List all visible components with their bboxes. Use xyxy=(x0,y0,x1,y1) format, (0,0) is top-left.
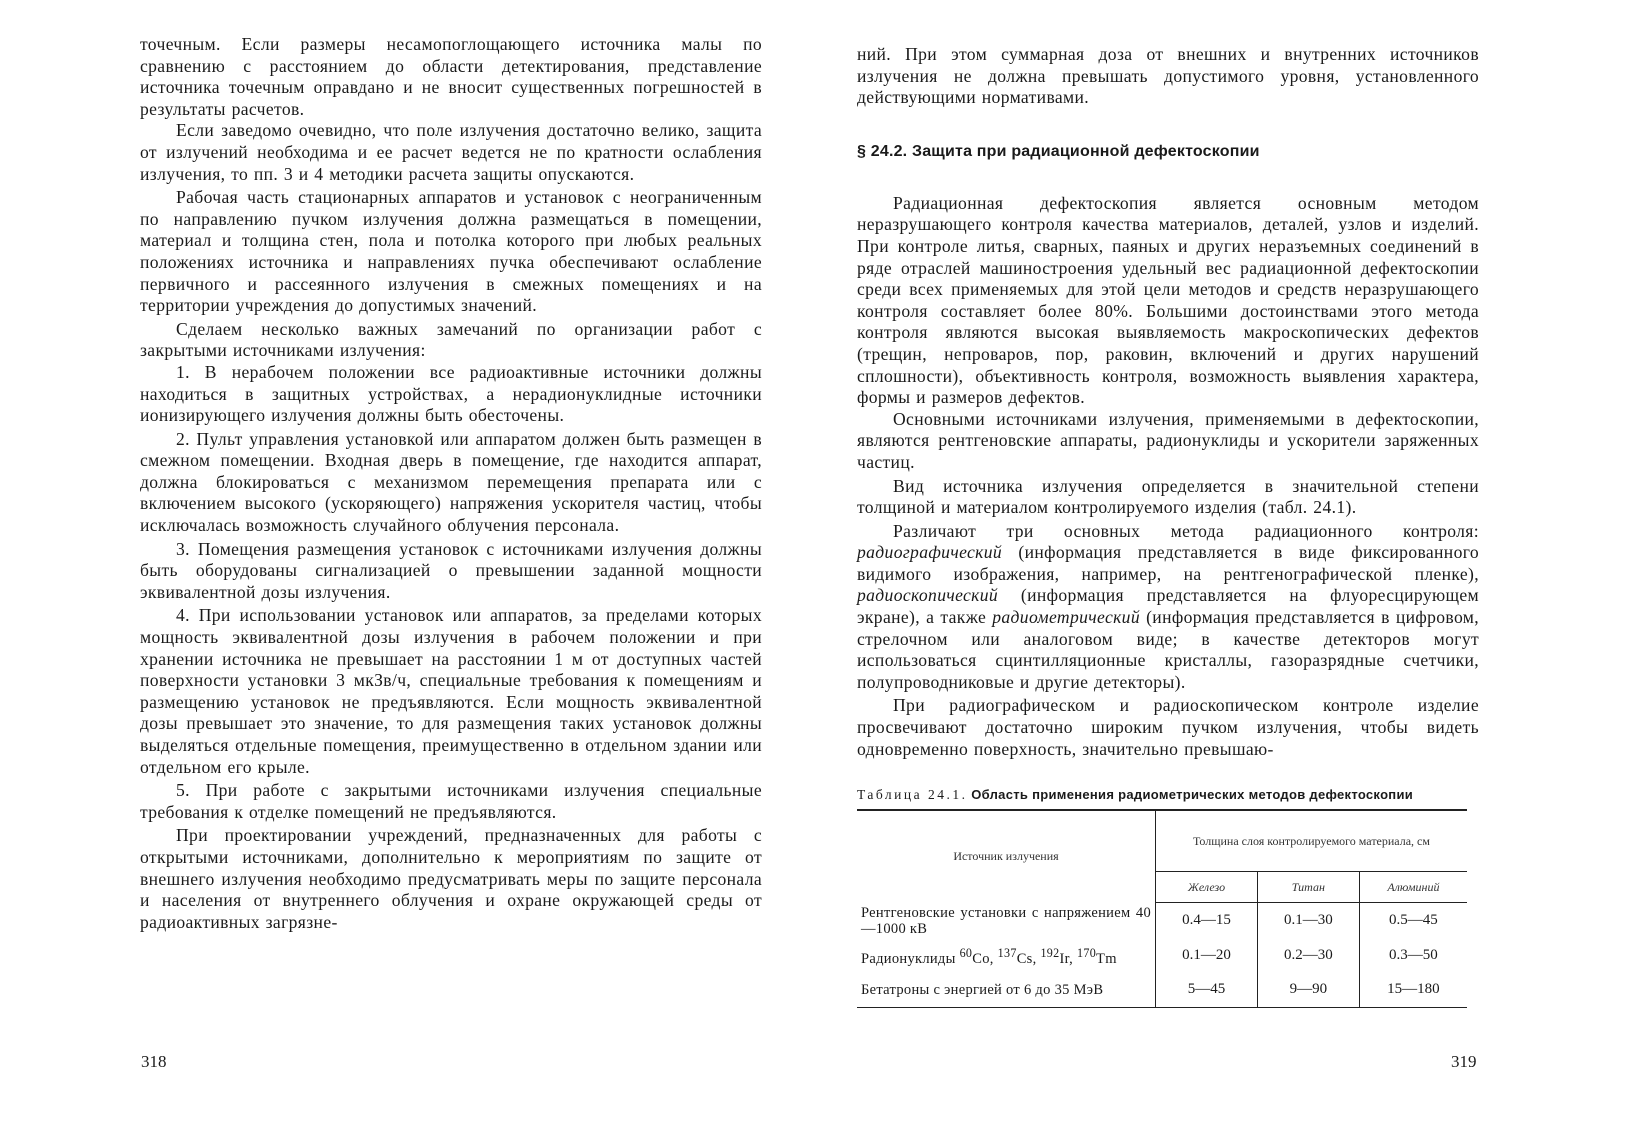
col-header-material: Железо xyxy=(1156,872,1258,903)
table-row xyxy=(857,973,1467,1008)
method-term: радиографический xyxy=(857,542,1003,563)
cell-value: 15—180 xyxy=(1359,973,1467,1008)
paragraph: Если заведомо очевидно, что поле излучения достаточно велико, защита от излучений необходима и ее расчет ведется не по кратности ослабления излучения, то пп. 3 и 4 методики расчета защиты опускаются. xyxy=(140,120,762,184)
list-item: 5. При работе с закрытыми источниками излучения специальные требования к отделке помещений не предъявляются. xyxy=(140,780,762,822)
cell-value: 0.1—20 xyxy=(1182,947,1231,964)
data-table xyxy=(857,809,1467,1008)
right-page xyxy=(857,44,1479,1008)
section-heading: § 24.2. Защита при радиационной дефектоскопии xyxy=(857,142,1260,160)
list-item: 1. В нерабочем положении все радиоактивные источники должны находиться в защитных устройствах, а нерадионуклидные источники ионизирующего излучения должны быть обесточены. xyxy=(140,361,762,426)
table-caption xyxy=(857,787,1479,803)
cell-value: 0.2—30 xyxy=(1257,939,1359,973)
col-header-source: Источник излучения xyxy=(857,810,1156,903)
list-item: 3. Помещения размещения установок с источниками излучения должны быть оборудованы сигнализацией о превышении заданной мощности эквивалентной дозы излучения. xyxy=(140,538,762,602)
cell-value: 0.5—45 xyxy=(1359,903,1467,939)
paragraph: При проектировании учреждений, предназначенных для работы с открытыми источниками, дополнительно к мероприятиям по защите от внешнего излучения необходимо предусматривать меры по защите персонала и населения от внутреннего облучения и охране окружающей среды от радиоактивных загрязне- xyxy=(140,825,762,932)
paragraph: Основными источниками излучения, применяемыми в дефектоскопии, являются рентгеновские аппараты, радионуклиды и ускорители заряженных частиц. xyxy=(857,408,1479,472)
col-header-material: Титан xyxy=(1257,872,1359,903)
list-item: 2. Пульт управления установкой или аппаратом должен быть размещен в смежном помещении. Входная дверь в помещение, где находится аппарат, должна блокироваться с механизмом перемещения препарата или с включением высокого (ускоряющего) напряжения ускорителя частиц, чтобы исключалась возможность случайного облучения персонала. xyxy=(140,428,762,536)
cell-source: Бетатроны с энергией от 6 до 35 МэВ xyxy=(857,973,1156,1008)
paragraph: ний. При этом суммарная доза от внешних и внутренних источников излучения не должна превышать допустимого уровня, установленного действующими нормативами. xyxy=(857,44,1479,108)
cell-value: 5—45 xyxy=(1187,981,1226,998)
methods-paragraph: Различают три основных метода радиационного контроля: радиографический (информация представляется в виде фиксированного видимого изображения, например, на рентгенографической пленке), радиоскопический (информация представляется на флуоресцирующем экране), а также радиометрический (информация представляется в цифровом, стрелочном или аналоговом виде; в качестве детекторов могут использоваться сцинтилляционные кристаллы, газоразрядные счетчики, полупроводниковые и другие детекторы). xyxy=(857,520,1479,692)
cell-value: 0.3—50 xyxy=(1359,939,1467,973)
paragraph: точечным. Если размеры несамопоглощающего источника малы по сравнению с расстоянием до области детектирования, представление источника точечным оправдано и не вносит существенных погрешностей в результаты расчетов. xyxy=(140,34,762,119)
method-term: радиометрический xyxy=(992,607,1140,628)
page-number-right: 319 xyxy=(1451,1052,1477,1071)
cell-source: Рентгеновские установки с напряжением 40—1000 кВ xyxy=(857,903,1156,939)
paragraph: При радиографическом и радиоскопическом контроле изделие просвечивают достаточно широким пучком излучения, чтобы видеть одновременно поверхность, значительно превышаю- xyxy=(857,695,1479,759)
method-term: радиоскопический xyxy=(857,585,999,606)
paragraph: Радиационная дефектоскопия является основным методом неразрушающего контроля качества материалов, деталей, узлов и изделий. При контроле литья, сварных, паяных и других неразъемных соединений в ряде отраслей машиностроения удельный вес радиационной дефектоскопии среди всех применяемых для этой цели методов и средств неразрушающего контроля составляет более 80%. Большими достоинствами этого метода контроля являются высокая выявляемость макроскопических дефектов (трещин, непроваров, пор, раковин, включений и других нарушений сплошности), объективность контроля, возможность выявления характера, формы и размеров дефектов. xyxy=(857,192,1479,408)
cell-value: 0.4—15 xyxy=(1182,912,1231,929)
table-row xyxy=(857,903,1467,939)
cell-source: Радионуклиды $^{60}$Co, $^{137}$Cs, $^{192}$Ir, $^{170}$Tm xyxy=(857,939,1156,973)
paragraph: Сделаем несколько важных замечаний по организации работ с закрытыми источниками излучения: xyxy=(140,318,762,361)
table-title: Область применения радиометрических методов дефектоскопии xyxy=(971,787,1414,803)
table-label: Таблица 24.1. xyxy=(857,787,968,803)
left-page xyxy=(140,34,762,933)
col-header-material: Алюминий xyxy=(1359,872,1467,903)
paragraph: Рабочая часть стационарных аппаратов и установок с неограниченным по направлению пучком излучения должна размещаться в помещении, материал и толщина стен, пола и потолка которого при любых реальных положениях источника и направлениях пучка обеспечивают ослабление первичного и рассеянного излучения в смежных помещениях и на территории учреждения до допустимых значений. xyxy=(140,187,762,316)
col-header-thickness: Толщина слоя контролируемого материала, см xyxy=(1193,833,1430,848)
paragraph: Вид источника излучения определяется в значительной степени толщиной и материалом контролируемого изделия (табл. 24.1). xyxy=(857,475,1479,518)
cell-value: 9—90 xyxy=(1257,973,1359,1008)
page-number-left: 318 xyxy=(141,1052,167,1071)
cell-value: 0.1—30 xyxy=(1257,903,1359,939)
list-item: 4. При использовании установок или аппаратов, за пределами которых мощность эквивалентной дозы излучения в рабочем положении и при хранении источника не превышает на расстоянии 1 м от доступных частей поверхности установки 3 мкЗв/ч, специальные требования к помещениям и размещению установок не предъявляются. Если мощность эквивалентной дозы превышает это значение, то для размещения таких установок должны выделяться отдельные помещения, преимущественно в отдельном здании или отдельном его крыле. xyxy=(140,605,762,777)
table-row xyxy=(857,939,1467,973)
